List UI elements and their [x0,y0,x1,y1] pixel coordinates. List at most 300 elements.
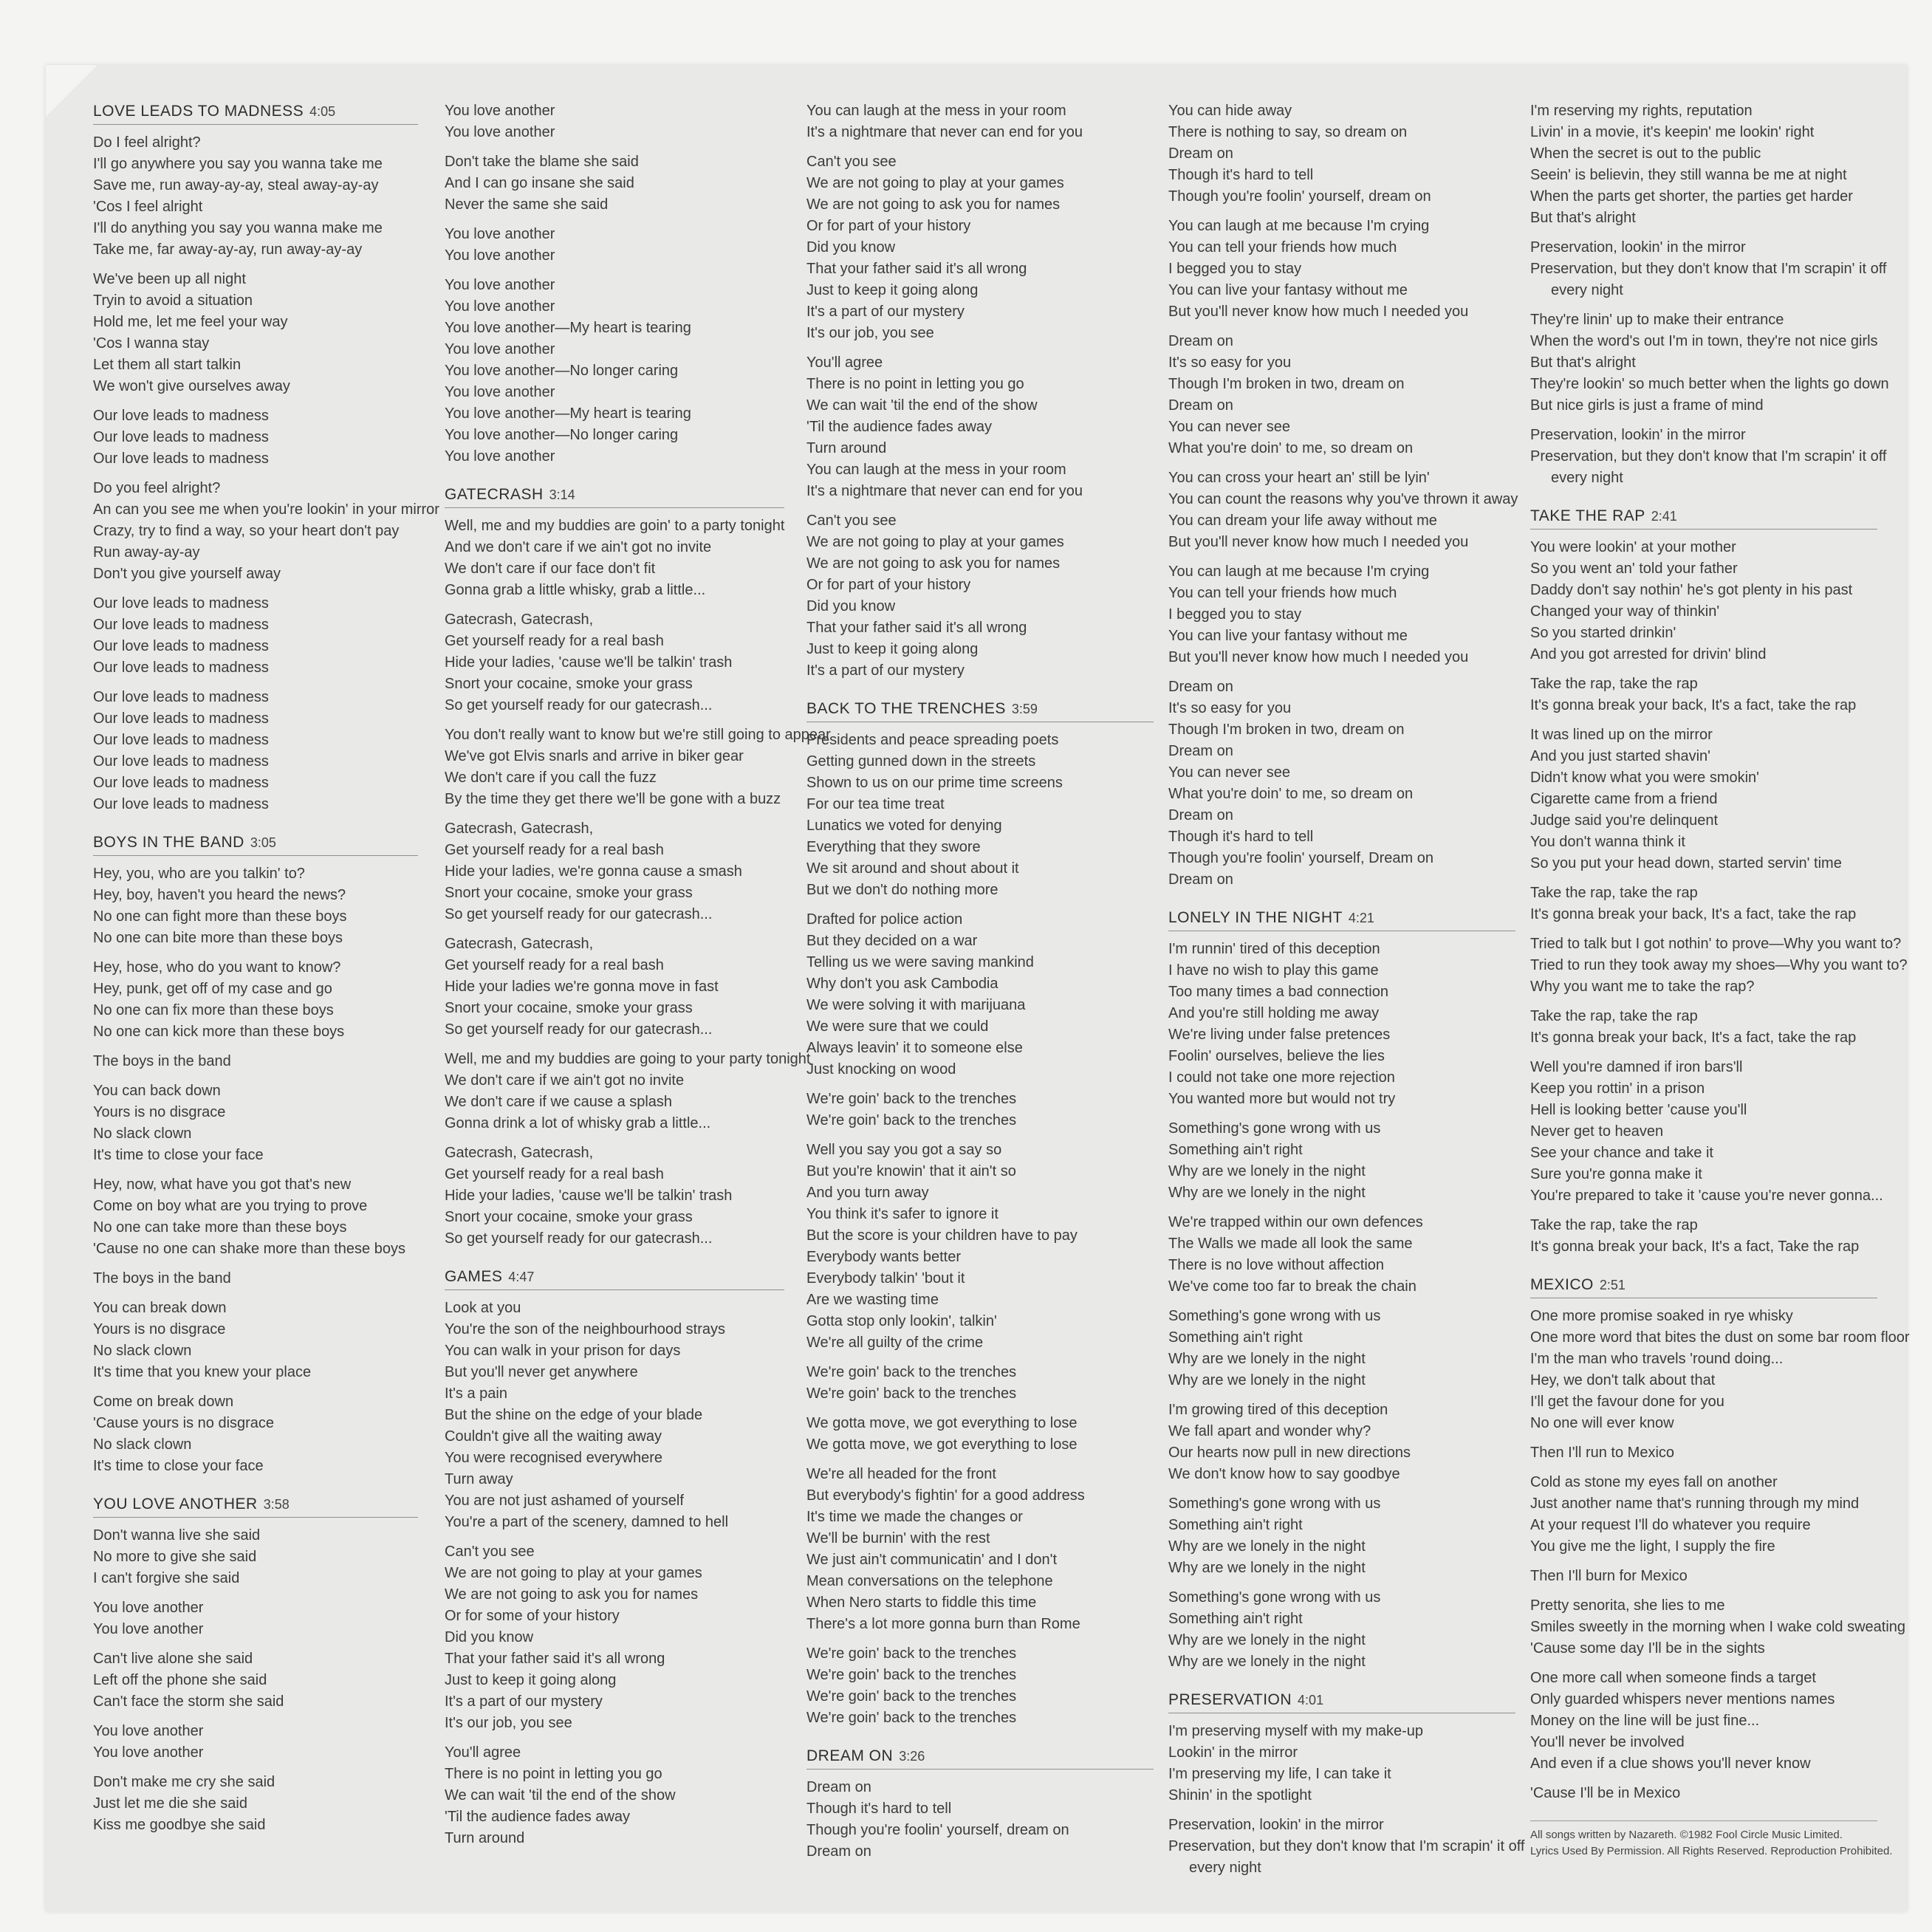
lyric-line: No slack clown [93,1343,192,1359]
song-block [806,100,1154,682]
lyric-line: But nice girls is just a frame of mind [1530,397,1764,414]
lyric-line: There is no point in letting you go [806,376,1024,392]
lyric-line: Something ain't right [1168,1517,1303,1533]
lyric-line: Just to keep it going along [806,282,979,298]
lyric-line: Come on boy what are you trying to prove [93,1198,368,1214]
lyrics-column-2 [445,100,831,1866]
stanza [1168,939,1515,1110]
lyric-line: Smiles sweetly in the morning when I wake cold sweating [1530,1619,1906,1635]
song-duration: 4:21 [1348,911,1374,925]
lyric-line: One more word that bites the dust on some bar room floor [1530,1329,1910,1346]
song-title: BOYS IN THE BAND [93,834,244,851]
lyric-line: You love another [445,298,555,315]
lyric-line: Hide your ladies, 'cause we'll be talkin' trash [445,1188,733,1204]
lyric-line: We were solving it with marijuana [806,997,1026,1013]
stanza [93,1772,418,1836]
lyric-line: Well you say you got a say so [806,1142,1002,1158]
stanza [1168,1587,1515,1673]
lyric-line: You love another [93,1600,204,1616]
lyric-line: But you'll never know how much I needed you [1168,534,1469,550]
lyric-line: Dream on [1168,679,1233,695]
lyric-line: Always leavin' it to someone else [806,1040,1023,1056]
lyric-line: We gotta move, we got everything to lose [806,1436,1078,1453]
lyric-line: Tryin to avoid a situation [93,292,253,309]
song-duration: 3:58 [263,1497,290,1512]
lyric-line: We don't know how to say goodbye [1168,1466,1400,1482]
lyrics-column-4 [1168,100,1525,1895]
lyric-line: We've come too far to break the chain [1168,1278,1417,1295]
lyric-line: I'm runnin' tired of this deception [1168,941,1380,957]
stanza [93,132,418,261]
lyric-line: Or for part of your history [806,577,971,593]
lyric-line: You love another [445,341,555,357]
lyric-line: Hold me, let me feel your way [93,314,288,330]
lyric-line: every night [1551,282,1623,298]
lyric-line: Crazy, try to find a way, so your heart don't pay [93,523,400,539]
lyric-line: Just let me die she said [93,1795,247,1812]
lyric-line: Changed your way of thinkin' [1530,603,1720,620]
lyric-line: You can laugh at the mess in your room [806,103,1066,119]
lyric-line: Run away-ay-ay [93,544,200,561]
lyric-line: Gatecrash, Gatecrash, [445,612,594,628]
stanza [806,510,1154,682]
stanza [93,478,439,585]
lyric-line: I can't forgive she said [93,1570,240,1586]
lyric-line: When Nero starts to fiddle this time [806,1594,1037,1611]
lyric-line: What you're doin' to me, so dream on [1168,440,1414,456]
lyric-line: Our love leads to madness [93,689,269,705]
lyric-line: It's gonna break your back, It's a fact, Take the rap [1530,1239,1860,1255]
lyric-line: We are not going to play at your games [445,1565,702,1581]
stanza [445,934,784,1041]
lyric-line: You can tell your friends how much [1168,585,1397,601]
lyric-line: Snort your cocaine, smoke your grass [445,1000,693,1016]
stanza [806,1140,1154,1354]
lyric-line: Only guarded whispers never mentions names [1530,1691,1835,1707]
lyric-line: So get yourself ready for our gatecrash... [445,1230,713,1247]
lyric-line: You love another [93,1744,204,1761]
lyric-line: We'll be burnin' with the rest [806,1530,990,1546]
lyric-line: Foolin' ourselves, believe the lies [1168,1048,1385,1064]
lyric-line: You can never see [1168,764,1290,781]
lyric-line: Gatecrash, Gatecrash, [445,821,594,837]
stanza [1530,1215,1877,1258]
song-block [806,698,1154,1729]
stanza [93,269,418,397]
song-duration: 4:05 [309,104,336,119]
lyric-line: Everybody talkin' 'bout it [806,1270,965,1287]
song-title: YOU LOVE ANOTHER [93,1496,258,1513]
lyric-line: You can dream your life away without me [1168,513,1437,529]
stanza [1530,1006,1877,1049]
lyric-line: Get yourself ready for a real bash [445,1166,664,1182]
lyric-line: But you'll never know how much I needed you [1168,649,1469,665]
lyric-line: See your chance and take it [1530,1145,1713,1161]
lyric-line: You can back down [93,1083,221,1099]
lyric-line: Can't live alone she said [93,1651,253,1667]
lyric-line: Dream on [806,1843,871,1860]
stanza [445,151,784,216]
lyric-line: Can't you see [806,154,897,170]
song-block [1168,1689,1525,1879]
lyric-line: You were recognised everywhere [445,1450,662,1466]
lyric-line: One more call when someone finds a target [1530,1670,1816,1686]
song-block [1530,1274,1910,1804]
lyric-line: One more promise soaked in rye whisky [1530,1308,1793,1324]
lyrics-column-5 [1530,100,1910,1860]
stanza [93,1051,418,1072]
lyric-line: We're goin' back to the trenches [806,1112,1017,1128]
lyric-line: Preservation, but they don't know that I'm scrapin' it off [1168,1838,1525,1854]
stanza [1530,100,1877,229]
song-title: LONELY IN THE NIGHT [1168,909,1343,926]
lyric-line: Though it's hard to tell [806,1801,952,1817]
lyric-line: I begged you to stay [1168,606,1302,623]
lyric-line: Something's gone wrong with us [1168,1308,1381,1324]
lyric-line: The boys in the band [93,1053,231,1069]
lyric-line: Hide your ladies we're gonna move in fast [445,979,719,995]
lyric-line: Or for part of your history [806,218,971,234]
credit-line: Lyrics Used By Permission. All Rights Reserved. Reproduction Prohibited. [1530,1845,1893,1857]
stanza [806,100,1154,143]
lyric-line: Hey, hose, who do you want to know? [93,959,341,976]
lyric-line: Gatecrash, Gatecrash, [445,936,594,952]
lyric-line: Something ain't right [1168,1329,1303,1346]
lyric-line: Something ain't right [1168,1142,1303,1158]
lyric-line: Why you want me to take the rap? [1530,979,1755,995]
lyric-line: We are not going to ask you for names [445,1586,699,1603]
stanza [1168,1212,1515,1298]
lyric-line: But the shine on the edge of your blade [445,1407,703,1423]
stanza [806,909,1154,1080]
lyric-line: We've got Elvis snarls and arrive in biker gear [445,748,744,764]
song-heading [1530,505,1877,530]
lyric-line: Something's gone wrong with us [1168,1496,1381,1512]
lyric-line: I'm preserving myself with my make-up [1168,1723,1424,1739]
lyric-line: You love another—My heart is tearing [445,320,691,336]
lyric-line: Hell is looking better 'cause you'll [1530,1102,1747,1118]
stanza [806,1362,1154,1405]
lyric-line: Livin' in a movie, it's keepin' me lookin' right [1530,124,1815,140]
lyric-line: Kiss me goodbye she said [93,1817,266,1833]
stanza [93,863,418,949]
lyric-line: Preservation, but they don't know that I'm scrapin' it off [1530,261,1887,277]
lyric-line: 'Cause no one can shake more than these boys [93,1241,405,1257]
lyric-line: I'm growing tired of this deception [1168,1402,1388,1418]
lyric-line: Though I'm broken in two, dream on [1168,376,1405,392]
lyric-line: Lookin' in the mirror [1168,1744,1298,1761]
lyric-line: Though it's hard to tell [1168,829,1314,845]
song-block [1530,505,1908,1258]
lyric-line: But everybody's fightin' for a good address [806,1487,1085,1504]
stanza [1530,309,1889,417]
lyric-line: There's a lot more gonna burn than Rome [806,1616,1080,1632]
lyric-line: Dream on [1168,743,1233,759]
song-block [1168,907,1515,1673]
lyric-line: I'm reserving my rights, reputation [1530,103,1753,119]
lyric-line: Look at you [445,1300,521,1316]
lyric-line: Mean conversations on the telephone [806,1573,1053,1589]
lyric-line: It's gonna break your back, It's a fact, take the rap [1530,697,1857,713]
lyric-line: So get yourself ready for our gatecrash... [445,906,713,922]
lyric-line: Take the rap, take the rap [1530,885,1698,901]
lyric-line: And I can go insane she said [445,175,634,191]
lyric-line: Can't you see [806,513,897,529]
lyric-line: You wanted more but would not try [1168,1091,1396,1107]
lyric-line: You can laugh at me because I'm crying [1168,564,1430,580]
lyric-line: Turn around [806,440,887,456]
stanza [806,1413,1154,1456]
lyric-line: No one can kick more than these boys [93,1024,345,1040]
stanza [93,1391,418,1477]
song-heading [445,1266,784,1290]
song-heading [93,1493,418,1518]
lyric-line: You love another—My heart is tearing [445,405,691,422]
lyric-line: You were lookin' at your mother [1530,539,1736,555]
lyric-line: You can laugh at me because I'm crying [1168,218,1430,234]
lyric-line: Snort your cocaine, smoke your grass [445,1209,693,1225]
stanza [1530,1595,1906,1659]
lyric-line: Get yourself ready for a real bash [445,957,664,973]
lyric-line: You think it's safer to ignore it [806,1206,998,1222]
lyrics-column-1 [93,100,439,1852]
lyric-line: 'Cause some day I'll be in the sights [1530,1640,1765,1657]
lyric-line: 'Cause I'll be in Mexico [1530,1785,1681,1801]
lyric-line: Snort your cocaine, smoke your grass [445,676,693,692]
song-heading [1530,1274,1877,1298]
lyric-line: 'Cause yours is no disgrace [93,1415,275,1431]
credit-line: All songs written by Nazareth. ©1982 Fool Circle Music Limited. [1530,1829,1843,1841]
lyric-line: Hey, boy, haven't you heard the news? [93,887,346,903]
stanza [1168,1493,1515,1579]
lyric-line: I begged you to stay [1168,261,1302,277]
lyric-line: But the score is your children have to pay [806,1227,1078,1244]
song-duration: 2:41 [1651,509,1677,524]
lyric-line: We're goin' back to the trenches [806,1688,1017,1705]
lyric-line: Preservation, lookin' in the mirror [1168,1817,1384,1833]
song-block [806,1745,1154,1863]
lyric-line: Do you feel alright? [93,480,221,496]
song-duration: 2:51 [1599,1278,1626,1292]
lyric-line: At your request I'll do whatever you require [1530,1517,1811,1533]
lyric-line: What you're doin' to me, so dream on [1168,786,1414,802]
lyric-line: And you just started shavin' [1530,748,1710,764]
lyric-line: You love another—No longer caring [445,427,679,443]
lyric-line: Why are we lonely in the night [1168,1372,1366,1388]
stanza [1530,1442,1877,1464]
lyric-line: Just another name that's running through my mind [1530,1496,1860,1512]
lyric-line: Just knocking on wood [806,1061,956,1078]
song-title: BACK TO THE TRENCHES [806,700,1006,717]
lyric-line: No slack clown [93,1126,192,1142]
lyric-line: Just to keep it going along [445,1672,617,1688]
stanza [445,1298,784,1533]
lyric-line: It's a pain [445,1385,507,1402]
lyric-line: Our hearts now pull in new directions [1168,1445,1411,1461]
lyric-line: Why are we lonely in the night [1168,1351,1366,1367]
lyric-line: Our love leads to madness [93,595,269,612]
lyric-line: It's a part of our mystery [806,304,965,320]
lyric-line: Get yourself ready for a real bash [445,633,664,649]
lyric-line: Why don't you ask Cambodia [806,976,998,992]
stanza [1530,425,1887,489]
lyric-line: It's so easy for you [1168,700,1292,716]
lyric-line: Hey, now, what have you got that's new [93,1176,352,1193]
lyric-line: It's gonna break your back, It's a fact, take the rap [1530,906,1857,922]
stanza [93,687,418,815]
lyric-line: You love another [93,1621,204,1637]
lyric-line: It's time that you knew your place [93,1364,312,1380]
stanza [445,1541,784,1734]
lyric-line: You can cross your heart an' still be lyin' [1168,470,1430,486]
lyric-line: We don't care if our face don't fit [445,561,656,577]
song-block [445,484,831,1250]
lyric-line: Just to keep it going along [806,641,979,657]
song-block [1530,100,1889,489]
lyric-line: Did you know [445,1629,534,1645]
lyric-line: Our love leads to madness [93,796,269,812]
lyric-line: Pretty senorita, she lies to me [1530,1597,1725,1614]
copyright-credits [1530,1820,1893,1860]
stanza [93,1268,418,1289]
lyric-line: Take me, far away-ay-ay, run away-ay-ay [93,242,363,258]
lyric-line: They're linin' up to make their entrance [1530,312,1784,328]
stanza [1168,467,1518,553]
lyric-line: Judge said you're delinquent [1530,812,1719,829]
lyric-line: We can wait 'til the end of the show [445,1787,676,1803]
lyric-line: Something's gone wrong with us [1168,1589,1381,1606]
lyric-line: Though you're foolin' yourself, dream on [806,1822,1069,1838]
song-block [93,1493,418,1836]
lyric-line: And you turn away [806,1185,929,1201]
lyric-line: We are not going to play at your games [806,175,1064,191]
lyric-line: No more to give she said [93,1549,257,1565]
lyric-line: Tried to run they took away my shoes—Why you want to? [1530,957,1908,973]
lyric-line: Though it's hard to tell [1168,167,1314,183]
lyric-line: I could not take one more rejection [1168,1069,1395,1086]
lyric-line: Can't you see [445,1544,535,1560]
lyric-line: So you started drinkin' [1530,625,1676,641]
song-heading [93,832,418,856]
lyric-line: It's gonna break your back, It's a fact, take the rap [1530,1030,1857,1046]
lyric-line: Take the rap, take the rap [1530,1008,1698,1024]
lyric-line: You don't wanna think it [1530,834,1685,850]
lyric-line: It's a nightmare that never can end for you [806,124,1083,140]
lyric-line: Dream on [1168,807,1233,823]
song-block [445,1266,784,1849]
lyric-line: Hey, punk, get off of my case and go [93,981,332,997]
stanza [1530,1566,1877,1587]
lyric-line: Get yourself ready for a real bash [445,842,664,858]
lyric-line: We're goin' back to the trenches [806,1667,1017,1683]
lyric-line: Turn away [445,1471,513,1487]
lyric-line: When the parts get shorter, the parties get harder [1530,188,1853,205]
lyric-line: We're living under false pretences [1168,1027,1391,1043]
lyric-line: Tried to talk but I got nothin' to prove—Why you want to? [1530,936,1902,952]
lyric-line: You can live your fantasy without me [1168,628,1408,644]
stanza [1168,331,1515,459]
lyric-line: We're goin' back to the trenches [806,1645,1017,1662]
stanza [1168,1815,1525,1879]
lyric-line: Gonna drink a lot of whisky grab a little... [445,1115,711,1131]
stanza [445,100,784,143]
lyric-line: We're goin' back to the trenches [806,1385,1017,1402]
song-title: MEXICO [1530,1276,1594,1293]
song-heading [93,100,418,125]
song-block [1168,100,1518,891]
lyric-line: Let them all start talkin [93,357,242,373]
lyric-line: It's a nightmare that never can end for you [806,483,1083,499]
lyric-line: Dream on [806,1779,871,1795]
lyric-line: You can break down [93,1300,227,1316]
lyric-line: Shown to us on our prime time screens [806,775,1063,791]
lyric-line: Never the same she said [445,196,609,213]
lyric-line: It's so easy for you [1168,354,1292,371]
stanza [1530,1783,1877,1804]
stanza [93,1080,418,1166]
lyric-line: The Walls we made all look the same [1168,1236,1413,1252]
lyric-line: Don't wanna live she said [93,1527,261,1544]
lyric-line: You love another [445,226,555,242]
lyric-line: Presidents and peace spreading poets [806,732,1059,748]
stanza [1530,1472,1877,1558]
lyric-line: every night [1551,470,1623,486]
lyric-line: It's our job, you see [445,1715,572,1731]
stanza [1530,1306,1910,1434]
lyric-line: No one will ever know [1530,1415,1674,1431]
lyric-sheet [46,65,1910,1911]
lyric-line: For our tea time treat [806,796,945,812]
lyric-line: Didn't know what you were smokin' [1530,770,1759,786]
lyric-line: Though I'm broken in two, dream on [1168,722,1405,738]
lyric-line: When the secret is out to the public [1530,145,1761,162]
lyric-line: I'll do anything you say you wanna make me [93,220,383,236]
lyric-line: I'm preserving my life, I can take it [1168,1766,1391,1782]
stanza [1530,724,1877,874]
lyric-line: Dream on [1168,145,1233,162]
stanza [806,1643,1154,1729]
lyric-line: Sure you're gonna make it [1530,1166,1702,1182]
song-heading [1168,907,1515,931]
song-title: GAMES [445,1268,503,1285]
lyric-line: 'Cos I wanna stay [93,335,210,352]
lyric-line: We're trapped within our own defences [1168,1214,1423,1230]
lyric-line: Dream on [1168,397,1233,414]
lyric-line: You'll agree [445,1744,521,1761]
stanza [445,1143,784,1250]
lyric-line: That your father said it's all wrong [806,261,1027,277]
lyric-line: Did you know [806,598,896,614]
lyric-line: But that's alright [1530,354,1636,371]
lyric-line: 'Til the audience fades away [806,419,993,435]
stanza [93,1648,418,1713]
lyric-line: No one can bite more than these boys [93,930,343,946]
lyric-line: We gotta move, we got everything to lose [806,1415,1078,1431]
song-block [93,832,418,1477]
lyric-line: No one can fix more than these boys [93,1002,334,1018]
lyric-line: Well, me and my buddies are goin' to a party tonight [445,518,785,534]
song-title: TAKE THE RAP [1530,507,1645,524]
lyric-line: It's a part of our mystery [445,1693,603,1710]
lyric-line: When the word's out I'm in town, they're not nice girls [1530,333,1878,349]
lyric-line: I have no wish to play this game [1168,962,1379,979]
lyric-line: Yours is no disgrace [93,1321,226,1337]
lyric-line: You can hide away [1168,103,1292,119]
lyric-line: It was lined up on the mirror [1530,727,1713,743]
stanza [445,818,784,925]
lyric-line: Money on the line will be just fine... [1530,1713,1760,1729]
lyric-line: Do I feel alright? [93,134,201,151]
